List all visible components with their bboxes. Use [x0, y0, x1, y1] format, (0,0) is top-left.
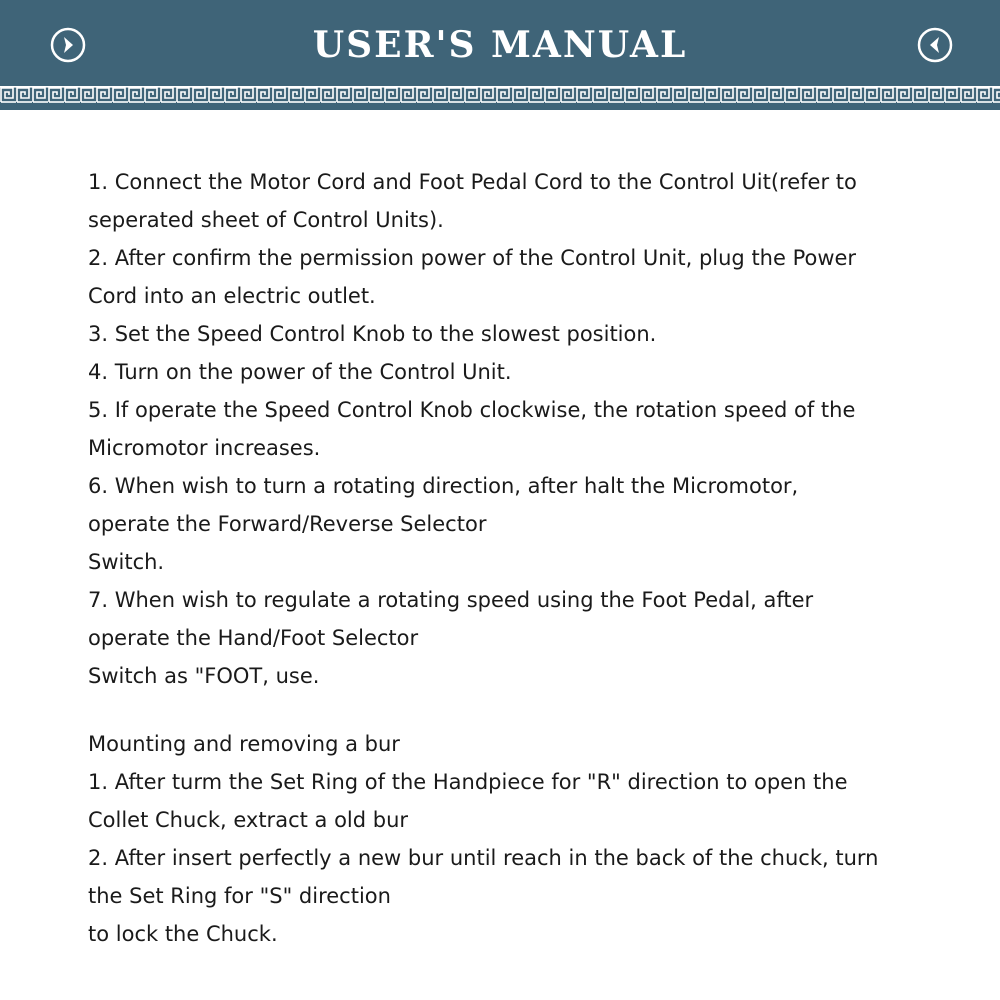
step-7: 7. When wish to regulate a rotating speed using the Foot Pedal, after operate the Hand/Foot Selector Switch as "FOOT, use. [88, 588, 814, 688]
bur-step-2: 2. After insert perfectly a new bur until reach in the back of the chuck, turn the Set Ring for "S" direction to lock the Chuck. [88, 846, 879, 946]
step-3: 3. Set the Speed Control Knob to the slowest position. [88, 322, 657, 346]
bur-section-heading: Mounting and removing a bur [88, 732, 400, 756]
page-title: USER'S MANUAL [312, 24, 688, 66]
step-6: 6. When wish to turn a rotating direction, after halt the Micromotor, operate the Forward/Reverse Selector Switch. [88, 474, 799, 574]
previous-page-button[interactable] [917, 27, 953, 63]
greek-key-border [0, 86, 1000, 104]
instructions-body [88, 163, 958, 953]
circle-arrow-right-icon [50, 27, 86, 63]
next-page-button[interactable] [50, 27, 86, 63]
circle-arrow-left-icon [917, 27, 953, 63]
section-spacer [88, 695, 958, 725]
step-1: 1. Connect the Motor Cord and Foot Pedal Cord to the Control Uit(refer to seperated sheet of Control Units). [88, 170, 857, 232]
header-banner [0, 0, 1000, 110]
step-5: 5. If operate the Speed Control Knob clockwise, the rotation speed of the Micromotor increases. [88, 398, 856, 460]
step-2: 2. After confirm the permission power of the Control Unit, plug the Power Cord into an electric outlet. [88, 246, 857, 308]
step-4: 4. Turn on the power of the Control Unit. [88, 360, 512, 384]
bur-step-1: 1. After turm the Set Ring of the Handpiece for "R" direction to open the Collet Chuck, extract a old bur [88, 770, 848, 832]
